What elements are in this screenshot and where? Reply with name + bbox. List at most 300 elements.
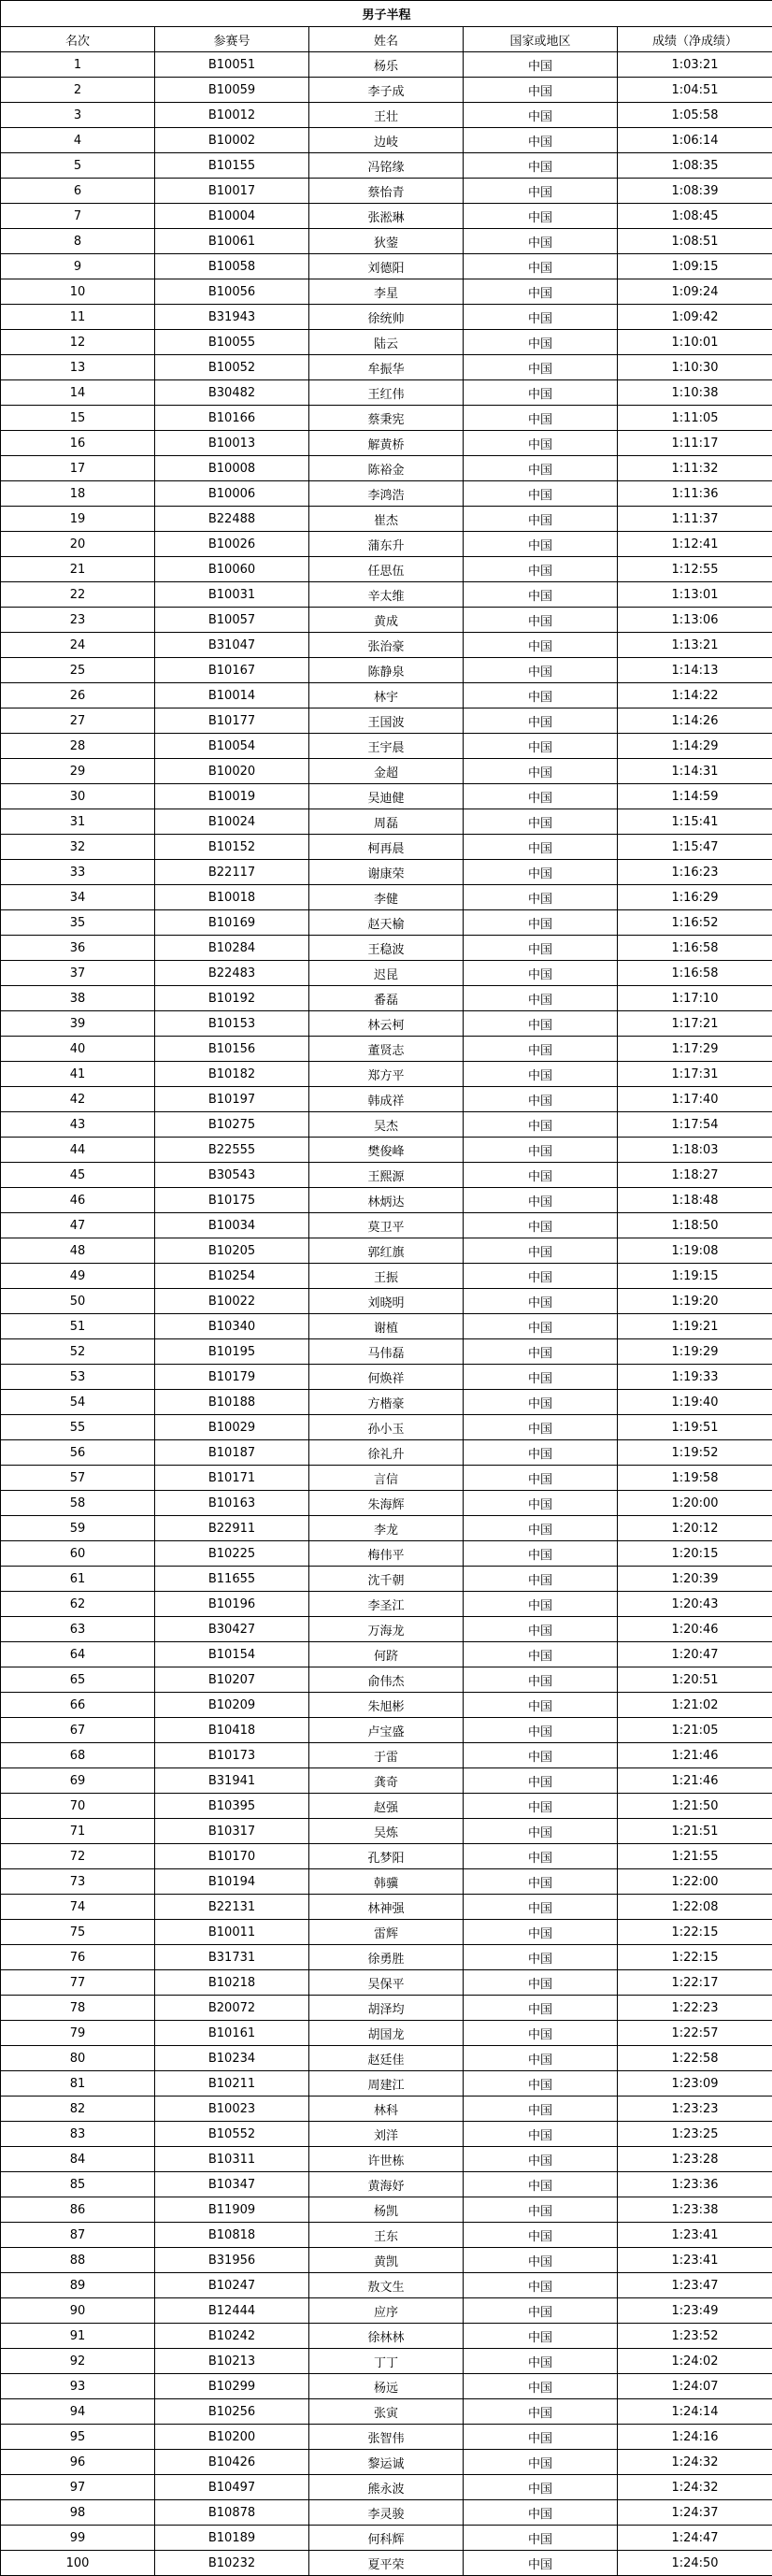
result-cell: 1:22:15 xyxy=(618,1920,772,1945)
rank-cell: 21 xyxy=(1,557,155,582)
bib-cell: B10166 xyxy=(155,406,309,431)
table-row xyxy=(1,1794,772,1819)
rank-cell: 59 xyxy=(1,1516,155,1541)
bib-cell: B10056 xyxy=(155,279,309,305)
name-cell: 徐林林 xyxy=(309,2324,464,2349)
result-cell: 1:17:10 xyxy=(618,986,772,1011)
rank-cell: 1 xyxy=(1,52,155,78)
result-cell: 1:13:21 xyxy=(618,633,772,658)
country-cell: 中国 xyxy=(464,860,618,885)
bib-cell: B10154 xyxy=(155,1642,309,1667)
rank-cell: 55 xyxy=(1,1415,155,1440)
bib-cell: B10347 xyxy=(155,2172,309,2197)
table-row xyxy=(1,1138,772,1163)
country-cell: 中国 xyxy=(464,910,618,936)
result-cell: 1:23:41 xyxy=(618,2248,772,2273)
name-cell: 何科辉 xyxy=(309,2526,464,2551)
rank-cell: 28 xyxy=(1,734,155,759)
country-cell: 中国 xyxy=(464,1718,618,1743)
country-cell: 中国 xyxy=(464,2046,618,2071)
bib-cell: B10152 xyxy=(155,835,309,860)
bib-cell: B10024 xyxy=(155,809,309,835)
bib-cell: B10218 xyxy=(155,1970,309,1996)
result-cell: 1:16:58 xyxy=(618,936,772,961)
name-cell: 应序 xyxy=(309,2298,464,2324)
name-cell: 李圣江 xyxy=(309,1592,464,1617)
country-cell: 中国 xyxy=(464,633,618,658)
table-row xyxy=(1,1768,772,1794)
table-row xyxy=(1,759,772,784)
rank-cell: 77 xyxy=(1,1970,155,1996)
bib-cell: B10213 xyxy=(155,2349,309,2374)
table-row xyxy=(1,1743,772,1768)
result-cell: 1:21:02 xyxy=(618,1693,772,1718)
name-cell: 徐礼升 xyxy=(309,1440,464,1466)
rank-cell: 52 xyxy=(1,1339,155,1365)
country-cell: 中国 xyxy=(464,1440,618,1466)
table-row xyxy=(1,355,772,380)
rank-cell: 90 xyxy=(1,2298,155,2324)
bib-cell: B22555 xyxy=(155,1138,309,1163)
name-cell: 夏平荣 xyxy=(309,2551,464,2576)
name-cell: 边岐 xyxy=(309,128,464,153)
rank-cell: 62 xyxy=(1,1592,155,1617)
result-cell: 1:17:31 xyxy=(618,1062,772,1087)
bib-cell: B10189 xyxy=(155,2526,309,2551)
bib-cell: B10054 xyxy=(155,734,309,759)
result-cell: 1:24:32 xyxy=(618,2450,772,2475)
table-row xyxy=(1,582,772,608)
bib-cell: B31941 xyxy=(155,1768,309,1794)
name-cell: 何焕祥 xyxy=(309,1365,464,1390)
name-cell: 王东 xyxy=(309,2223,464,2248)
result-cell: 1:08:45 xyxy=(618,204,772,229)
rank-cell: 56 xyxy=(1,1440,155,1466)
table-row xyxy=(1,1491,772,1516)
rank-cell: 60 xyxy=(1,1541,155,1567)
rank-cell: 53 xyxy=(1,1365,155,1390)
name-cell: 樊俊峰 xyxy=(309,1138,464,1163)
country-cell: 中国 xyxy=(464,78,618,103)
country-cell: 中国 xyxy=(464,2298,618,2324)
result-cell: 1:20:47 xyxy=(618,1642,772,1667)
bib-cell: B10026 xyxy=(155,532,309,557)
table-row xyxy=(1,1390,772,1415)
table-row xyxy=(1,279,772,305)
rank-cell: 45 xyxy=(1,1163,155,1188)
result-cell: 1:21:51 xyxy=(618,1819,772,1844)
result-cell: 1:13:06 xyxy=(618,608,772,633)
rank-cell: 29 xyxy=(1,759,155,784)
result-cell: 1:24:14 xyxy=(618,2399,772,2425)
country-cell: 中国 xyxy=(464,2450,618,2475)
table-row xyxy=(1,658,772,683)
table-row xyxy=(1,835,772,860)
rank-cell: 47 xyxy=(1,1213,155,1238)
name-cell: 周磊 xyxy=(309,809,464,835)
bib-cell: B10299 xyxy=(155,2374,309,2399)
bib-cell: B11909 xyxy=(155,2197,309,2223)
table-row xyxy=(1,1844,772,1869)
name-cell: 俞伟杰 xyxy=(309,1667,464,1693)
name-cell: 何跻 xyxy=(309,1642,464,1667)
country-cell: 中国 xyxy=(464,1768,618,1794)
name-cell: 韩成祥 xyxy=(309,1087,464,1112)
name-cell: 徐统帅 xyxy=(309,305,464,330)
rank-cell: 94 xyxy=(1,2399,155,2425)
country-cell: 中国 xyxy=(464,2248,618,2273)
result-cell: 1:22:17 xyxy=(618,1970,772,1996)
result-cell: 1:19:08 xyxy=(618,1238,772,1264)
name-cell: 郭红旗 xyxy=(309,1238,464,1264)
result-cell: 1:20:00 xyxy=(618,1491,772,1516)
rank-cell: 54 xyxy=(1,1390,155,1415)
bib-cell: B10057 xyxy=(155,608,309,633)
country-cell: 中国 xyxy=(464,2097,618,2122)
result-cell: 1:22:00 xyxy=(618,1869,772,1895)
country-cell: 中国 xyxy=(464,1138,618,1163)
rank-cell: 65 xyxy=(1,1667,155,1693)
rank-cell: 8 xyxy=(1,229,155,254)
rank-cell: 74 xyxy=(1,1895,155,1920)
rank-cell: 93 xyxy=(1,2374,155,2399)
name-cell: 辛太维 xyxy=(309,582,464,608)
rank-cell: 64 xyxy=(1,1642,155,1667)
bib-cell: B10175 xyxy=(155,1188,309,1213)
table-row xyxy=(1,431,772,456)
name-cell: 吴迪健 xyxy=(309,784,464,809)
bib-cell: B10200 xyxy=(155,2425,309,2450)
bib-cell: B10156 xyxy=(155,1037,309,1062)
bib-cell: B30543 xyxy=(155,1163,309,1188)
bib-cell: B10029 xyxy=(155,1415,309,1440)
rank-cell: 35 xyxy=(1,910,155,936)
country-cell: 中国 xyxy=(464,431,618,456)
country-cell: 中国 xyxy=(464,2223,618,2248)
country-cell: 中国 xyxy=(464,2551,618,2576)
name-cell: 金超 xyxy=(309,759,464,784)
name-cell: 杨凯 xyxy=(309,2197,464,2223)
result-cell: 1:19:15 xyxy=(618,1264,772,1289)
bib-cell: B10177 xyxy=(155,708,309,734)
country-cell: 中国 xyxy=(464,2122,618,2147)
rank-cell: 15 xyxy=(1,406,155,431)
table-row xyxy=(1,936,772,961)
bib-cell: B10182 xyxy=(155,1062,309,1087)
name-cell: 赵廷佳 xyxy=(309,2046,464,2071)
result-cell: 1:18:03 xyxy=(618,1138,772,1163)
name-cell: 王壮 xyxy=(309,103,464,128)
table-row xyxy=(1,2273,772,2298)
header-rank: 名次 xyxy=(1,27,155,52)
country-cell: 中国 xyxy=(464,1844,618,1869)
rank-cell: 66 xyxy=(1,1693,155,1718)
bib-cell: B10284 xyxy=(155,936,309,961)
country-cell: 中国 xyxy=(464,1264,618,1289)
name-cell: 狄蓥 xyxy=(309,229,464,254)
bib-cell: B10051 xyxy=(155,52,309,78)
bib-cell: B10234 xyxy=(155,2046,309,2071)
country-cell: 中国 xyxy=(464,1970,618,1996)
table-row xyxy=(1,860,772,885)
country-cell: 中国 xyxy=(464,406,618,431)
rank-cell: 81 xyxy=(1,2071,155,2097)
country-cell: 中国 xyxy=(464,1011,618,1037)
country-cell: 中国 xyxy=(464,1743,618,1768)
name-cell: 雷辉 xyxy=(309,1920,464,1945)
country-cell: 中国 xyxy=(464,2475,618,2500)
rank-cell: 87 xyxy=(1,2223,155,2248)
name-cell: 蔡怡青 xyxy=(309,179,464,204)
country-cell: 中国 xyxy=(464,2526,618,2551)
name-cell: 赵强 xyxy=(309,1794,464,1819)
result-cell: 1:10:01 xyxy=(618,330,772,355)
result-cell: 1:11:37 xyxy=(618,507,772,532)
bib-cell: B10179 xyxy=(155,1365,309,1390)
country-cell: 中国 xyxy=(464,1516,618,1541)
name-cell: 敖文生 xyxy=(309,2273,464,2298)
rank-cell: 18 xyxy=(1,481,155,507)
table-row xyxy=(1,734,772,759)
name-cell: 黎运诚 xyxy=(309,2450,464,2475)
table-row xyxy=(1,1339,772,1365)
bib-cell: B10317 xyxy=(155,1819,309,1844)
bib-cell: B10014 xyxy=(155,683,309,708)
bib-cell: B10169 xyxy=(155,910,309,936)
table-row xyxy=(1,1617,772,1642)
name-cell: 胡国龙 xyxy=(309,2021,464,2046)
name-cell: 万海龙 xyxy=(309,1617,464,1642)
table-row xyxy=(1,507,772,532)
bib-cell: B10275 xyxy=(155,1112,309,1138)
rank-cell: 43 xyxy=(1,1112,155,1138)
bib-cell: B22131 xyxy=(155,1895,309,1920)
bib-cell: B10004 xyxy=(155,204,309,229)
name-cell: 董贤志 xyxy=(309,1037,464,1062)
country-cell: 中国 xyxy=(464,1617,618,1642)
country-cell: 中国 xyxy=(464,1087,618,1112)
name-cell: 孙小玉 xyxy=(309,1415,464,1440)
country-cell: 中国 xyxy=(464,658,618,683)
table-row xyxy=(1,481,772,507)
name-cell: 丁丁 xyxy=(309,2349,464,2374)
table-row xyxy=(1,406,772,431)
rank-cell: 63 xyxy=(1,1617,155,1642)
header-result: 成绩（净成绩） xyxy=(618,27,772,52)
table-row xyxy=(1,52,772,78)
table-row xyxy=(1,1996,772,2021)
name-cell: 朱旭彬 xyxy=(309,1693,464,1718)
result-cell: 1:03:21 xyxy=(618,52,772,78)
country-cell: 中国 xyxy=(464,2399,618,2425)
result-cell: 1:17:54 xyxy=(618,1112,772,1138)
rank-cell: 72 xyxy=(1,1844,155,1869)
country-cell: 中国 xyxy=(464,1491,618,1516)
country-cell: 中国 xyxy=(464,2324,618,2349)
country-cell: 中国 xyxy=(464,355,618,380)
table-row xyxy=(1,683,772,708)
rank-cell: 40 xyxy=(1,1037,155,1062)
result-cell: 1:14:29 xyxy=(618,734,772,759)
result-cell: 1:10:38 xyxy=(618,380,772,406)
rank-cell: 79 xyxy=(1,2021,155,2046)
bib-cell: B10207 xyxy=(155,1667,309,1693)
bib-cell: B10395 xyxy=(155,1794,309,1819)
name-cell: 莫卫平 xyxy=(309,1213,464,1238)
result-cell: 1:17:29 xyxy=(618,1037,772,1062)
result-cell: 1:23:28 xyxy=(618,2147,772,2172)
country-cell: 中国 xyxy=(464,708,618,734)
rank-cell: 25 xyxy=(1,658,155,683)
country-cell: 中国 xyxy=(464,1667,618,1693)
bib-cell: B10426 xyxy=(155,2450,309,2475)
name-cell: 冯铭缘 xyxy=(309,153,464,179)
country-cell: 中国 xyxy=(464,456,618,481)
table-row xyxy=(1,2046,772,2071)
name-cell: 王稳波 xyxy=(309,936,464,961)
table-row xyxy=(1,1920,772,1945)
bib-cell: B10013 xyxy=(155,431,309,456)
rank-cell: 44 xyxy=(1,1138,155,1163)
country-cell: 中国 xyxy=(464,759,618,784)
table-row xyxy=(1,78,772,103)
bib-cell: B30482 xyxy=(155,380,309,406)
result-cell: 1:19:20 xyxy=(618,1289,772,1314)
name-cell: 杨远 xyxy=(309,2374,464,2399)
result-cell: 1:18:27 xyxy=(618,1163,772,1188)
result-cell: 1:19:51 xyxy=(618,1415,772,1440)
country-cell: 中国 xyxy=(464,1238,618,1264)
result-cell: 1:22:08 xyxy=(618,1895,772,1920)
result-cell: 1:20:39 xyxy=(618,1567,772,1592)
result-cell: 1:06:14 xyxy=(618,128,772,153)
bib-cell: B10173 xyxy=(155,1743,309,1768)
bib-cell: B10034 xyxy=(155,1213,309,1238)
country-cell: 中国 xyxy=(464,1037,618,1062)
country-cell: 中国 xyxy=(464,1541,618,1567)
bib-cell: B11655 xyxy=(155,1567,309,1592)
country-cell: 中国 xyxy=(464,2273,618,2298)
rank-cell: 26 xyxy=(1,683,155,708)
table-row xyxy=(1,1516,772,1541)
bib-cell: B10192 xyxy=(155,986,309,1011)
result-cell: 1:23:38 xyxy=(618,2197,772,2223)
rank-cell: 9 xyxy=(1,254,155,279)
bib-cell: B10552 xyxy=(155,2122,309,2147)
result-cell: 1:11:32 xyxy=(618,456,772,481)
result-cell: 1:18:50 xyxy=(618,1213,772,1238)
result-cell: 1:20:12 xyxy=(618,1516,772,1541)
country-cell: 中国 xyxy=(464,835,618,860)
table-row xyxy=(1,809,772,835)
rank-cell: 57 xyxy=(1,1466,155,1491)
name-cell: 解黄桥 xyxy=(309,431,464,456)
name-cell: 王熙源 xyxy=(309,1163,464,1188)
name-cell: 张淞琳 xyxy=(309,204,464,229)
result-cell: 1:14:31 xyxy=(618,759,772,784)
name-cell: 蔡秉宪 xyxy=(309,406,464,431)
name-cell: 谢植 xyxy=(309,1314,464,1339)
table-row xyxy=(1,2172,772,2197)
rank-cell: 83 xyxy=(1,2122,155,2147)
country-cell: 中国 xyxy=(464,2147,618,2172)
name-cell: 杨乐 xyxy=(309,52,464,78)
table-row xyxy=(1,1440,772,1466)
result-cell: 1:17:40 xyxy=(618,1087,772,1112)
country-cell: 中国 xyxy=(464,507,618,532)
bib-cell: B10225 xyxy=(155,1541,309,1567)
country-cell: 中国 xyxy=(464,1213,618,1238)
result-cell: 1:23:09 xyxy=(618,2071,772,2097)
name-cell: 李健 xyxy=(309,885,464,910)
country-cell: 中国 xyxy=(464,52,618,78)
table-row xyxy=(1,2223,772,2248)
bib-cell: B10153 xyxy=(155,1011,309,1037)
table-row xyxy=(1,229,772,254)
country-cell: 中国 xyxy=(464,582,618,608)
rank-cell: 19 xyxy=(1,507,155,532)
rank-cell: 97 xyxy=(1,2475,155,2500)
table-row xyxy=(1,2021,772,2046)
rank-cell: 71 xyxy=(1,1819,155,1844)
table-row xyxy=(1,2526,772,2551)
rank-cell: 31 xyxy=(1,809,155,835)
result-cell: 1:22:23 xyxy=(618,1996,772,2021)
result-cell: 1:16:23 xyxy=(618,860,772,885)
country-cell: 中国 xyxy=(464,532,618,557)
bib-cell: B10418 xyxy=(155,1718,309,1743)
bib-cell: B10058 xyxy=(155,254,309,279)
result-cell: 1:21:50 xyxy=(618,1794,772,1819)
header-country: 国家或地区 xyxy=(464,27,618,52)
rank-cell: 11 xyxy=(1,305,155,330)
bib-cell: B10171 xyxy=(155,1466,309,1491)
rank-cell: 84 xyxy=(1,2147,155,2172)
rank-cell: 67 xyxy=(1,1718,155,1743)
rank-cell: 13 xyxy=(1,355,155,380)
name-cell: 林炳达 xyxy=(309,1188,464,1213)
rank-cell: 17 xyxy=(1,456,155,481)
table-row xyxy=(1,1314,772,1339)
bib-cell: B22117 xyxy=(155,860,309,885)
name-cell: 梅伟平 xyxy=(309,1541,464,1567)
country-cell: 中国 xyxy=(464,1365,618,1390)
country-cell: 中国 xyxy=(464,1062,618,1087)
country-cell: 中国 xyxy=(464,1693,618,1718)
table-row xyxy=(1,986,772,1011)
bib-cell: B10011 xyxy=(155,1920,309,1945)
rank-cell: 14 xyxy=(1,380,155,406)
country-cell: 中国 xyxy=(464,1945,618,1970)
country-cell: 中国 xyxy=(464,380,618,406)
name-cell: 王国波 xyxy=(309,708,464,734)
table-row xyxy=(1,1062,772,1087)
country-cell: 中国 xyxy=(464,2500,618,2526)
bib-cell: B10194 xyxy=(155,1869,309,1895)
result-cell: 1:15:41 xyxy=(618,809,772,835)
rank-cell: 38 xyxy=(1,986,155,1011)
title-row xyxy=(1,1,772,27)
result-cell: 1:20:51 xyxy=(618,1667,772,1693)
country-cell: 中国 xyxy=(464,1592,618,1617)
name-cell: 吴杰 xyxy=(309,1112,464,1138)
country-cell: 中国 xyxy=(464,1895,618,1920)
name-cell: 柯再晨 xyxy=(309,835,464,860)
table-row xyxy=(1,1642,772,1667)
result-cell: 1:08:35 xyxy=(618,153,772,179)
country-cell: 中国 xyxy=(464,734,618,759)
bib-cell: B10018 xyxy=(155,885,309,910)
